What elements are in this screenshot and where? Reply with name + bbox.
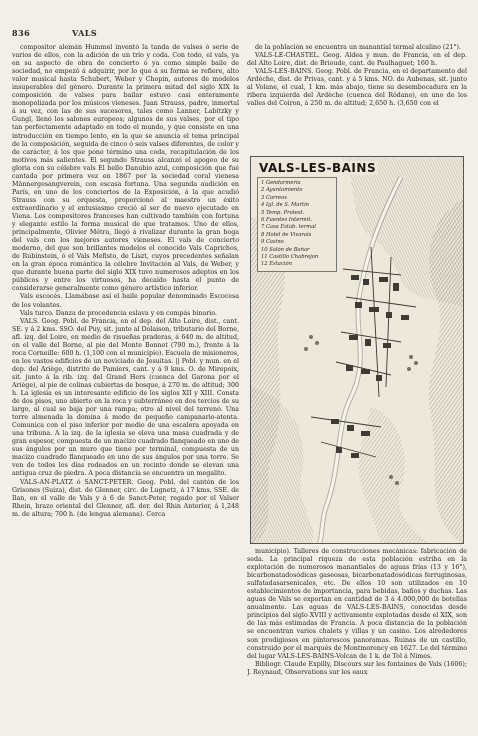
legend-item: 5 Temp. Protest. bbox=[261, 209, 305, 216]
legend-item: 4 Igl. de S. Martín bbox=[261, 202, 309, 209]
legend-item: 6 Fuentes Intermit. bbox=[261, 217, 313, 224]
legend-item: 3 Correos bbox=[261, 194, 287, 201]
legend-item: 10 Salón de Bañar bbox=[261, 246, 310, 253]
map-legend bbox=[257, 177, 337, 272]
running-title: VALS bbox=[72, 28, 98, 38]
page-number: 836 bbox=[12, 28, 31, 38]
legend-item: 11 Castillo Chabrejon bbox=[261, 254, 319, 261]
legend-item: 2 Ayuntamiento bbox=[261, 187, 303, 194]
paragraph: compositor alemán Hummel inventó la tanda de valses ó serie de varios de ellos, con la adición de un trío y coda. Con todo, el vals, ya en su aspecto de obra de concierto ó ya como simple baile de sociedad, no empezó á adquirir, por lo que á su forma se refiere, alto valor musical hasta Schubert, Weber y Chopin, autores de modelos insuperables del género. Durante la primera mitad del siglo XIX la composición de valses para bailar estuvo casi enteramente monopolizada por los músicos vieneses. Juan Strauss, padre, inmortal á su vez, con las de sus sucesores, tales como Lanner, Labitzky y Gungl, llenó los salones europeos; algunos de sus valses, por el tipo tan perfectamente adaptado en todo el mundo, y que consiste en una introducción en tiempo lento, en la que se anuncia el tema principal de la composición, seguida de cinco ó seis valses diferentes, de color y de carácter, á los que pone término una coda, recapitulación de los motivos más salientes. El segundo Strauss alcanzó el apogeo de su gloria con su célebre vals El bello Danubio azul, composición que fué cantada por primera vez en 1867 por la sociedad coral vienesa Männergesangverein, con escasa fortuna. Una segunda audición en París, en uno de los conciertos de la Exposición, á la que acudió Strauss con su orquesta, proporcionó al maestro un éxito extraordinario y el entusiasmo creció al ser de nuevo ejecutado en Viena. Los compositores franceses han cultivado también con fortuna y elegante estilo la forma musical de que tratamos. Uno de ellos, principalmente, Olivier Métra, llegó á rivalizar durante la gran boga del vals con los mejores autores vieneses. El vals de concierto moderno, del que son brillantes modelos el conocido Vals Caprichos, de Rubinstein, ó el Vals Mefisto, de Liszt, cuyos precedentes señalan en la gran época romántica la célebre Invitación al Vals, de Weber, y que durante buena parte del siglo XIX tuvo numerosos adeptos en los públicos y entre los virtuosos, ha decaído hasta el punto de considerarse generalmente como género artístico inferior. bbox=[12, 44, 239, 293]
paragraph: Vals turco. Danza de procedencia eslava y en compás binario. bbox=[20, 309, 217, 317]
paragraph: Vals escocés. Llamábase así el baile popular denominado Escocesa de los volantes. bbox=[12, 293, 239, 309]
right-column-top bbox=[247, 44, 467, 154]
paragraph: VALS-AN-PLATZ ó SANCT-PETER. Geog. Pobl. del cantón de los Grisones (Suiza), dist. de Glenner, circ. de Lugnetz, á 17 kms. SSE. de Ilan, en el valle de Vals y á 6 de Sanct-Peter, regado por el Valser Rhein, brazo oriental del Glenner, afl. der. del Rhin Anterior, á 1,248 m. de altura; 700 h. (de lengua alemana). Cerca bbox=[12, 478, 239, 518]
page-header bbox=[12, 28, 466, 40]
paragraph: Bibliogr. Claude Expilly, Discours sur les fontaines de Vals (1606); J. Reynaud, Observations sur les eaux bbox=[247, 660, 467, 676]
paragraph: VALS-LE-CHASTEL. Geog. Aldea y mun. de Francia, en el dep. del Alto Loire, dist. de Brioude, cant. de Paulhaguet; 160 h. bbox=[247, 52, 467, 68]
town-map-figure bbox=[250, 156, 464, 544]
paragraph: de la población se encuentra un manantial termal alcalino (21°). bbox=[255, 44, 461, 51]
paragraph: municipio). Talleres de construcciones mecánicas: fabricación de seda. La principal riqueza de esta población estriba en la explotación de numerosos manantiales de aguas frías (13 y 16°), bicarbonatadosódicas gaseosas, bicarbonatadosódicas ferruginosas, sulfatadasarsenicales, etc. De ellos 10 son utilizados en 10 establecimientos de importancia, para bebidas, baños y duchas. Las aguas de Vals se exportan en cantidad de 3 á 4.000,000 de botellas anualmente. Las aguas de VALS-LES-BAINS, conocidas desde principios del siglo XVIII y activamente explotadas desde el XIX, son de las más estimadas de Francia. A poca distancia de la población se encuentran varios chalets y villas y un casino. Los alrededores son prodigiosos en pintorescos panoramas. Ruinas de un castillo, construido por el marqués de Montmorency en 1627. Le del término del lugar VALS-LES-BAINS-Volcan de 1 k. de Tol á Nimes. bbox=[247, 548, 467, 660]
legend-item: 7 Casa Estab. termal bbox=[261, 224, 316, 231]
map-title: VALS-LES-BAINS bbox=[259, 161, 377, 175]
legend-item: 9 Casino bbox=[261, 239, 284, 246]
paragraph: VALS. Geog. Pobl. de Francia, en el dep. del Alto Loire, dist., cant. SE. y á 2 kms. SSO. del Puy, sit. junto al Dolaison, tributario del Borne, afl. izq. del Loire, en medio de risueñas praderas, á 640 m. de altitud, en el valle del Borne, al pie del Monte Bonnot (790 m.), frente á la roca Corneille: 600 h. (1,100 con el municipio). Escuela de misioneros, en los vastos edificios de un noviciado de Jesuitas. || Pobl. y mun. en el dep. del Ariège, distrito de Pamiers, cant. y á 9 kms. O. de Mirepoix, sit. junto á la rib. izq. del Grand Hers (cuenca del Garona por el Ariège), al pie de colinas cubiertas de bosque, á 270 m. de altitud; 300 h. La iglesia es un interesante edificio de los siglos XII y XIII. Consta de dos pisos, uno abierto en la roca y subterráneo en dos tercios de su largo, al cual se baja por una rampa; otro al nivel del terreno. Una torre almenada la domina á modo de pequeño campanario-atenta. Comunica con el piso inferior por medio de una escalera apoyada en una tribuna. A la izq. de la iglesia se eleva una masa cuadrada y de gran espesor, compuesta de un macizo cuadrado flanqueado en uno de sus ángulos por un muro que tiene por terminal, compuesta de un macizo cuadrado flanqueado en uno de sus ángulos por una torre. Se ven de todos los días rodeados en un recinto donde se elevan una antigua cruz de piedra. A poca distancia se encuentra un megalito. bbox=[12, 317, 239, 478]
legend-item: 12 Estación bbox=[261, 261, 292, 268]
paragraph: VALS-LES-BAINS. Geog. Pobl. de Francia, en el departamento del Ardèche, dist. de Privas, cant. y á 5 kms. NO. de Aubenas, sit. junto al Volane, el cual, 1 km. más abajo, tiene su desembocadura en la ribera izquierda del Ardèche (cuenca del Ródano), en uno de los valles del Coiron, á 250 m. de altitud; 2,650 h. (3,650 con el bbox=[247, 68, 467, 108]
right-column-bottom bbox=[247, 548, 467, 734]
legend-item: 8 Hotel de Vivarais bbox=[261, 231, 312, 238]
left-column bbox=[12, 44, 239, 734]
legend-item: 1 Gendarmería bbox=[261, 180, 301, 186]
